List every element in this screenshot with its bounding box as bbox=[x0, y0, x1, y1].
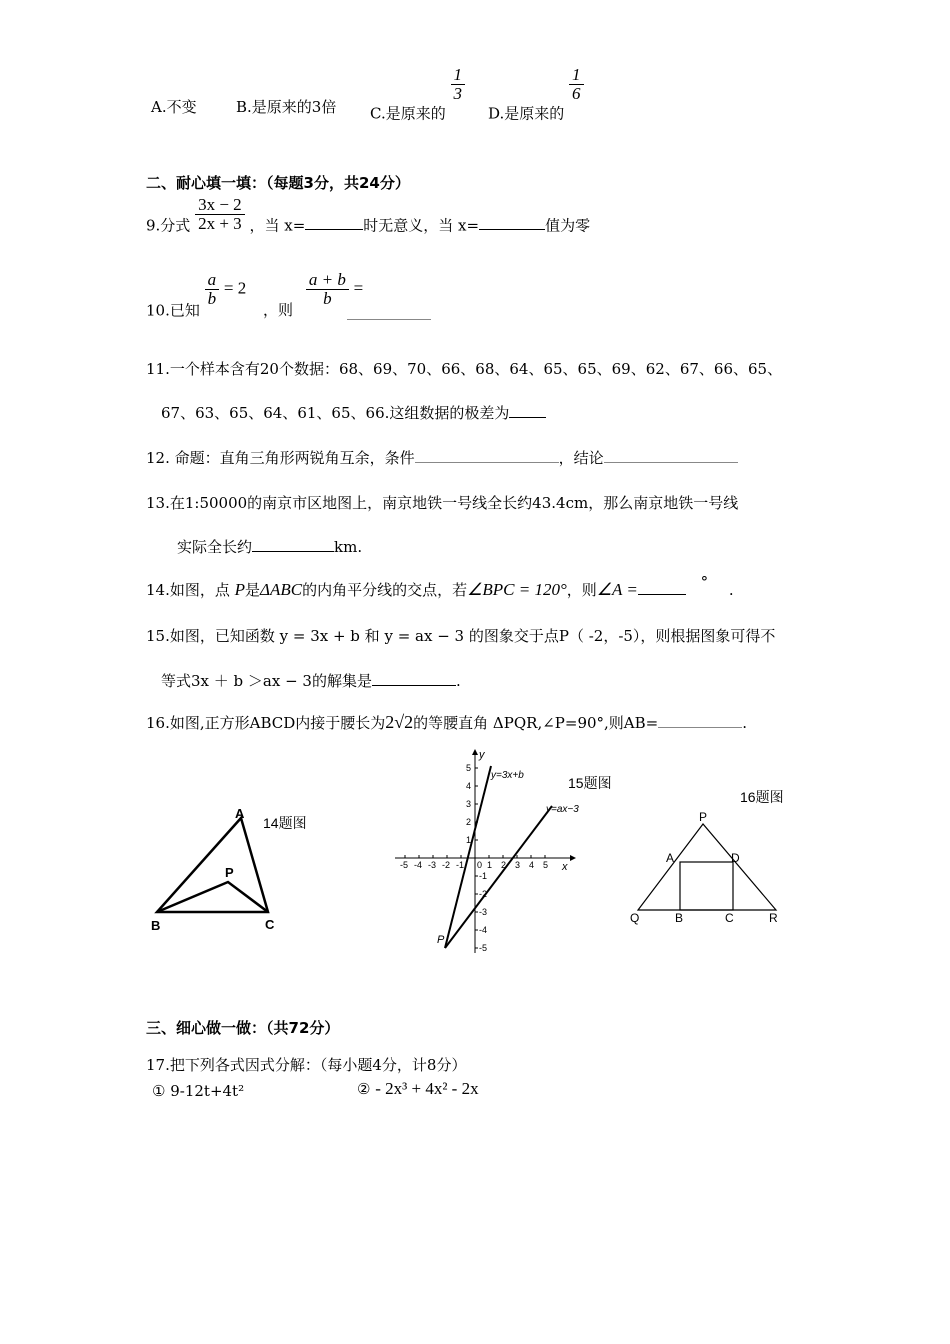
q9-prefix: 9.分式 bbox=[146, 216, 191, 235]
fig16-caption: 16题图 bbox=[740, 789, 784, 805]
x-tick-label: -2 bbox=[442, 860, 451, 870]
q9-mid2: 时无意义，当 x= bbox=[363, 216, 480, 235]
q10-mid: ，则 bbox=[263, 301, 294, 320]
y-tick-label: -1 bbox=[479, 871, 488, 881]
x-tick-label: 3 bbox=[515, 860, 521, 870]
q11-line-2-text: 67、63、65、64、61、65、66.这组数据的极差为 bbox=[161, 404, 510, 422]
q16-end: . bbox=[742, 714, 747, 732]
fig16-label-b: B bbox=[675, 911, 684, 925]
fraction-denominator: 3 bbox=[453, 83, 462, 103]
fraction-numerator: a + b bbox=[306, 271, 349, 290]
triangle-pqr bbox=[638, 824, 776, 910]
q8-option-d-fraction bbox=[569, 66, 584, 103]
x-tick-label: 2 bbox=[501, 860, 507, 870]
x-tick-label: -4 bbox=[414, 860, 423, 870]
fig16-label-r: R bbox=[769, 911, 778, 925]
q13-line-1: 13.在1:50000的南京市区地图上，南京地铁一号线全长约43.4cm，那么南京地铁一号线 bbox=[146, 494, 739, 512]
q8-option-c-text: C.是原来的 bbox=[370, 104, 446, 123]
fraction-numerator: 1 bbox=[569, 66, 584, 85]
q17-text: 17.把下列各式因式分解：（每小题4分，计8分） bbox=[146, 1056, 467, 1074]
q14-blank[interactable] bbox=[638, 580, 686, 595]
figure-15 bbox=[390, 748, 630, 958]
fig14-caption: 14题图 bbox=[263, 815, 307, 831]
q14-then: ，则 bbox=[566, 581, 597, 599]
q8-option-d-text: D.是原来的 bbox=[488, 104, 565, 123]
segment-bpc bbox=[157, 882, 268, 912]
fig15-origin: 0 bbox=[477, 860, 483, 870]
q12-text: 12. 命题：直角三角形两锐角互余，条件 bbox=[146, 449, 415, 467]
x-tick-labels bbox=[400, 860, 548, 870]
fraction-denominator: b bbox=[207, 288, 217, 308]
q16-blank[interactable] bbox=[658, 713, 742, 728]
q14-triangle: ΔABC bbox=[260, 580, 303, 599]
fig16-label-q: Q bbox=[630, 911, 640, 925]
q17-item-2-expression: - 2x³ + 4x² - 2x bbox=[375, 1079, 479, 1098]
fig16-label-c: C bbox=[725, 911, 734, 925]
q17-item-2-mark: ② bbox=[357, 1080, 371, 1098]
y-axis-arrow bbox=[472, 749, 478, 755]
x-tick-label: 5 bbox=[543, 860, 549, 870]
q12-mid: ，结论 bbox=[558, 449, 604, 467]
section3-title: 三、细心做一做：（共72分） bbox=[146, 1019, 340, 1037]
triangle-abc bbox=[157, 818, 268, 912]
q16-root: 2√2 bbox=[385, 712, 414, 732]
q15-blank[interactable] bbox=[372, 671, 456, 686]
q8-option-a-text: A.不变 bbox=[151, 98, 197, 116]
y-tick-label: 3 bbox=[466, 799, 472, 809]
line-y-ax-minus-3 bbox=[445, 806, 552, 948]
q9-blank-2[interactable] bbox=[479, 215, 545, 230]
q13-unit: km. bbox=[334, 538, 363, 556]
q17-item-1: ① 9-12t+4t² bbox=[152, 1082, 245, 1100]
q14-point-p: P bbox=[234, 580, 246, 599]
q13-line-2-text: 实际全长约 bbox=[177, 538, 253, 556]
q14-angle-a: ∠A = bbox=[596, 580, 638, 599]
y-tick-label: 2 bbox=[466, 817, 472, 827]
square-abcd bbox=[680, 862, 733, 910]
q9-blank-1[interactable] bbox=[305, 215, 363, 230]
fig15-x-label: x bbox=[562, 861, 568, 873]
y-tick-label: -3 bbox=[479, 907, 488, 917]
x-tick-label: -5 bbox=[400, 860, 409, 870]
fraction-numerator: a bbox=[205, 271, 220, 290]
q8-option-c bbox=[370, 66, 465, 123]
question-9 bbox=[146, 196, 590, 235]
q11-blank[interactable] bbox=[509, 403, 546, 418]
q14-angle-bpc: ∠BPC = 120° bbox=[467, 580, 567, 599]
y-tick-label: 4 bbox=[466, 781, 472, 791]
y-tick-label: -5 bbox=[479, 943, 488, 953]
y-tick-label: 5 bbox=[466, 763, 472, 773]
q13-blank[interactable] bbox=[252, 537, 334, 552]
q8-option-b bbox=[236, 96, 336, 117]
q16-prefix: 16.如图,正方形ABCD内接于腰长为 bbox=[146, 714, 386, 732]
x-tick-label: -1 bbox=[456, 860, 465, 870]
q12-blank-conclusion[interactable] bbox=[604, 448, 738, 463]
fraction-denominator: b bbox=[323, 288, 332, 308]
figure-16 bbox=[628, 784, 808, 934]
q15-end: . bbox=[455, 672, 461, 690]
q17-item-2 bbox=[357, 1079, 479, 1099]
q10-fraction-2 bbox=[306, 271, 349, 308]
fig15-line1-label: y=3x+b bbox=[491, 770, 524, 781]
q12-blank-condition[interactable] bbox=[415, 448, 559, 463]
q8-option-b-text: B.是原来的3倍 bbox=[236, 98, 337, 116]
q9-mid: ，当 x= bbox=[249, 216, 306, 235]
question-14 bbox=[146, 573, 734, 600]
q10-eq1: = 2 bbox=[223, 278, 247, 298]
fig15-y-label: y bbox=[479, 749, 485, 761]
line-y-3x-plus-b bbox=[445, 766, 491, 948]
y-tick-label: -4 bbox=[479, 925, 488, 935]
fig15-point-p: P bbox=[437, 934, 445, 946]
fraction-denominator: 6 bbox=[572, 83, 581, 103]
q8-option-d bbox=[488, 66, 584, 123]
q11-line-2 bbox=[161, 402, 546, 423]
question-10 bbox=[146, 271, 363, 320]
q14-degree: ° bbox=[700, 573, 709, 591]
q8-option-a bbox=[151, 96, 197, 117]
fig15-line2-label: y=ax−3 bbox=[546, 804, 579, 815]
question-12 bbox=[146, 447, 738, 468]
q10-blank[interactable] bbox=[347, 318, 431, 320]
q14-end: . bbox=[728, 581, 734, 599]
y-tick-label: -2 bbox=[479, 889, 488, 899]
q13-line-2 bbox=[177, 536, 362, 557]
x-tick-label: 1 bbox=[487, 860, 493, 870]
y-tick-label: 1 bbox=[466, 835, 472, 845]
x-axis-arrow bbox=[570, 855, 576, 861]
q14-prefix: 14.如图，点 bbox=[146, 581, 230, 599]
q10-eq2: = bbox=[353, 278, 364, 298]
fraction-denominator: 2x + 3 bbox=[198, 213, 242, 233]
q14-mid: 的内角平分线的交点，若 bbox=[302, 581, 468, 599]
q11-line-1: 11.一个样本含有20个数据：68、69、70、66、68、64、65、65、69、62、67、66、65、 bbox=[146, 360, 783, 378]
fig14-label-c: C bbox=[265, 917, 275, 932]
figure-14 bbox=[145, 800, 325, 940]
q9-fraction bbox=[195, 196, 245, 233]
q15-line-2-text: 等式3x ＋ b ＞ax − 3的解集是 bbox=[161, 672, 372, 690]
q10-prefix: 10.已知 bbox=[146, 301, 200, 320]
q15-line-2 bbox=[161, 670, 461, 691]
q14-is: 是 bbox=[245, 581, 261, 599]
fig16-label-p: P bbox=[699, 810, 708, 824]
q10-fraction-1 bbox=[205, 271, 220, 308]
section2-title: 二、耐心填一填：（每题3分，共24分） bbox=[146, 174, 410, 192]
fig15-caption: 15题图 bbox=[568, 775, 612, 791]
fig16-label-a: A bbox=[666, 851, 675, 865]
fraction-numerator: 3x − 2 bbox=[195, 196, 245, 215]
fig14-label-b: B bbox=[151, 918, 161, 933]
question-16 bbox=[146, 712, 747, 733]
fraction-numerator: 1 bbox=[451, 66, 466, 85]
q15-line-1: 15.如图，已知函数 y = 3x + b 和 y = ax − 3 的图象交于点P（ -2，-5），则根据图象可得不 bbox=[146, 627, 776, 645]
fig14-label-a: A bbox=[235, 806, 245, 821]
fig14-label-p: P bbox=[225, 865, 234, 880]
q16-mid: 的等腰直角 ΔPQR,∠P=90°,则AB= bbox=[413, 714, 659, 732]
x-tick-label: 4 bbox=[529, 860, 535, 870]
q8-option-c-fraction bbox=[451, 66, 466, 103]
fig16-label-d: D bbox=[731, 851, 740, 865]
q9-suffix: 值为零 bbox=[545, 216, 591, 235]
x-tick-label: -3 bbox=[428, 860, 437, 870]
